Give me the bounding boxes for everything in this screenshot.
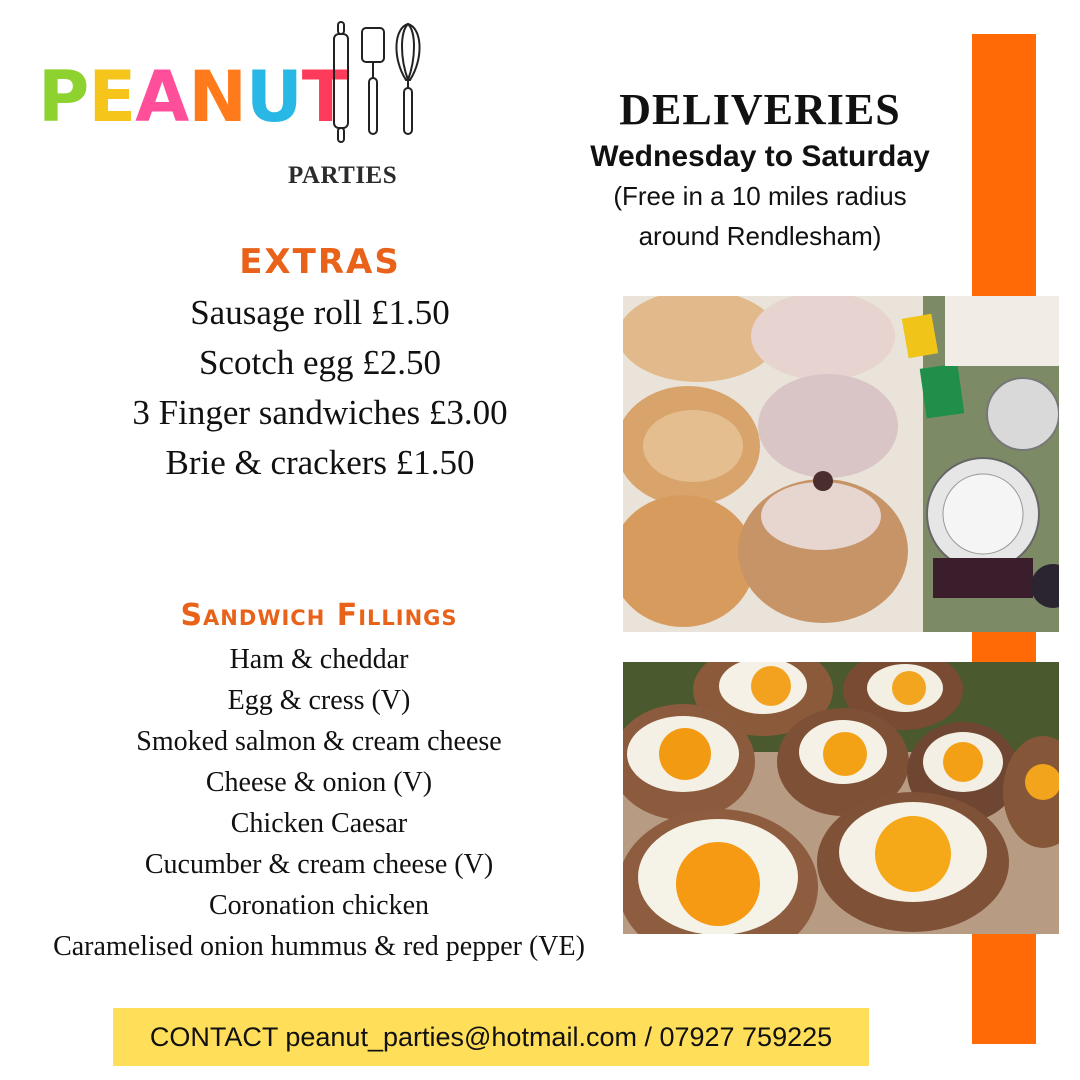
logo-letter: A bbox=[135, 56, 189, 138]
extras-title: EXTRAS bbox=[239, 242, 401, 282]
deliveries-section bbox=[560, 86, 960, 256]
extras-item: Scotch egg £2.50 bbox=[198, 343, 442, 382]
logo-letter: T bbox=[301, 56, 349, 138]
logo-letter: P bbox=[38, 56, 89, 138]
filling-item: Ham & cheddar bbox=[229, 644, 409, 675]
fillings-list bbox=[20, 639, 618, 967]
kitchen-utensils-icon bbox=[328, 18, 428, 148]
extras-list bbox=[40, 288, 600, 488]
extras-item: Sausage roll £1.50 bbox=[190, 293, 450, 332]
logo-wordmark bbox=[38, 56, 349, 138]
extras-item: Brie & crackers £1.50 bbox=[165, 443, 475, 482]
filling-item: Egg & cress (V) bbox=[227, 685, 411, 716]
filling-item: Cheese & onion (V) bbox=[205, 767, 433, 798]
filling-item: Coronation chicken bbox=[208, 890, 430, 921]
scotch-eggs-photo bbox=[623, 662, 1059, 934]
logo-letter: U bbox=[245, 56, 302, 138]
fillings-title: Sandwich Fillings bbox=[180, 598, 458, 633]
deliveries-note bbox=[560, 176, 960, 256]
spatula-icon bbox=[362, 28, 384, 134]
contact-text: CONTACT peanut_parties@hotmail.com / 07927 759225 bbox=[149, 1021, 833, 1052]
logo-letter: N bbox=[188, 56, 246, 138]
deliveries-title: DELIVERIES bbox=[619, 85, 901, 134]
extras-item: 3 Finger sandwiches £3.00 bbox=[132, 393, 508, 432]
filling-item: Smoked salmon & cream cheese bbox=[136, 726, 502, 757]
fillings-section bbox=[20, 598, 618, 967]
deliveries-days: Wednesday to Saturday bbox=[590, 140, 930, 174]
filling-item: Caramelised onion hummus & red pepper (VE) bbox=[53, 931, 585, 962]
filling-item: Cucumber & cream cheese (V) bbox=[144, 849, 494, 880]
deliveries-note-line: (Free in a 10 miles radius bbox=[613, 181, 907, 212]
whisk-icon bbox=[396, 24, 419, 134]
brand-logo bbox=[38, 18, 438, 198]
logo-subtitle: PARTIES bbox=[288, 162, 398, 189]
rolling-pin-icon bbox=[334, 22, 348, 142]
contact-banner bbox=[113, 1008, 869, 1066]
logo-letter: E bbox=[88, 56, 136, 138]
filling-item: Chicken Caesar bbox=[230, 808, 408, 839]
scones-photo bbox=[623, 296, 1059, 632]
extras-section bbox=[40, 242, 600, 488]
deliveries-note-line: around Rendlesham) bbox=[638, 221, 882, 252]
